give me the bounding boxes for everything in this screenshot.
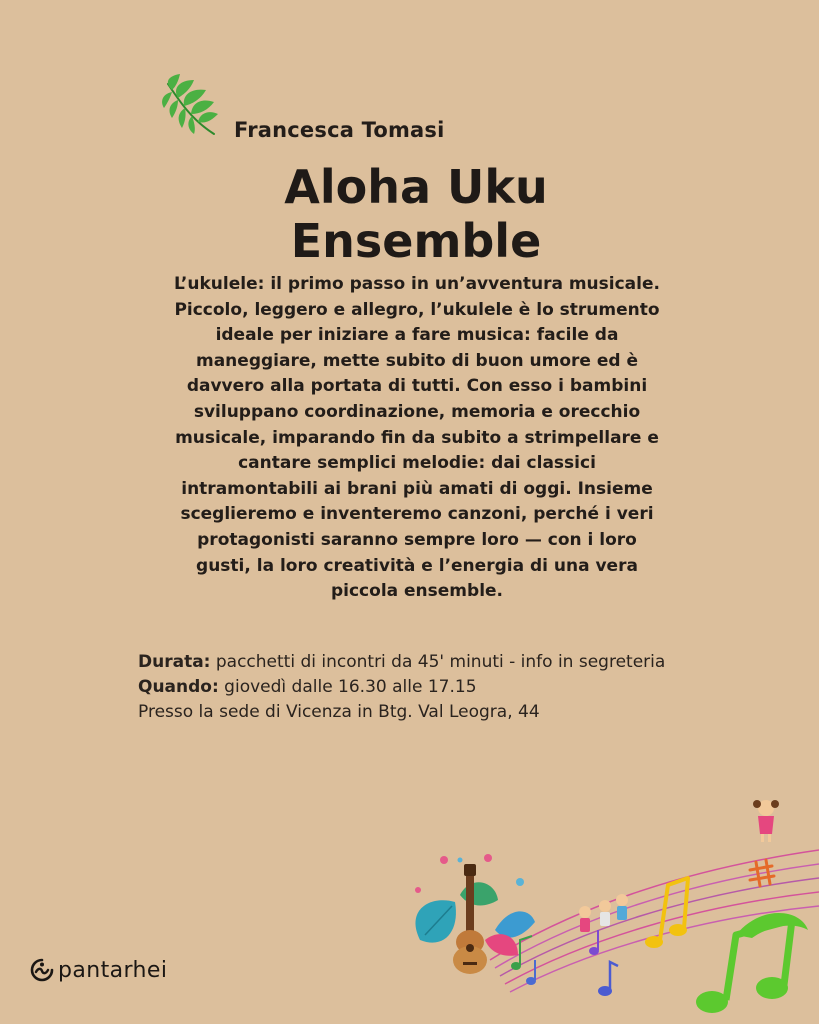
description-line: gusti, la loro creatività e l’energia di una vera — [196, 555, 638, 576]
description-line: musicale, imparando fin da subito a strimpellare e — [175, 427, 659, 448]
quando-line — [138, 675, 665, 700]
description-line: piccola ensemble. — [330, 581, 504, 602]
ukulele-icon — [453, 864, 487, 974]
durata-value: pacchetti di incontri da 45' minuti - info in segreteria — [210, 652, 666, 672]
palm-leaf-icon — [158, 72, 220, 142]
description-line: cantare semplici melodie: dai classici — [238, 453, 596, 474]
description-line: L’ukulele: il primo passo in un’avventura musicale. — [174, 274, 660, 294]
description-line: protagonisti saranno sempre loro — con i loro — [197, 529, 637, 550]
description-paragraph — [150, 272, 684, 605]
quando-label: Quando: — [138, 677, 219, 697]
logo-text: pantarhei — [58, 957, 168, 983]
quando-value: giovedì dalle 16.30 alle 17.15 — [218, 677, 477, 697]
durata-label: Durata: — [138, 652, 211, 672]
location-line: Presso la sede di Vicenza in Btg. Val Leogra, 44 — [138, 702, 540, 722]
title-line: Aloha Uku — [284, 160, 548, 214]
page-title — [0, 160, 819, 268]
description-line: davvero alla portata di tutti. Con esso i bambini — [186, 376, 648, 397]
description-line: maneggiare, mette subito di buon umore ed è — [196, 350, 638, 371]
pantarhei-wave-icon — [30, 958, 54, 982]
description-line: sviluppano coordinazione, memoria e orecchio — [193, 401, 641, 422]
description-line: ideale per iniziare a fare musica: facile da — [215, 325, 619, 346]
description-line: sceglieremo e inventeremo canzoni, perché i veri — [180, 504, 654, 525]
description-line: Piccolo, leggero e allegro, l’ukulele è lo strumento — [174, 299, 660, 320]
author-name: Francesca Tomasi — [234, 118, 445, 142]
ukulele-music-notes-illustration — [400, 790, 819, 1024]
title-line: Ensemble — [290, 214, 542, 268]
event-info — [138, 650, 665, 725]
description-line: intramontabili ai brani più amati di oggi. Insieme — [181, 478, 653, 499]
durata-line — [138, 650, 665, 675]
pantarhei-logo — [30, 955, 167, 985]
